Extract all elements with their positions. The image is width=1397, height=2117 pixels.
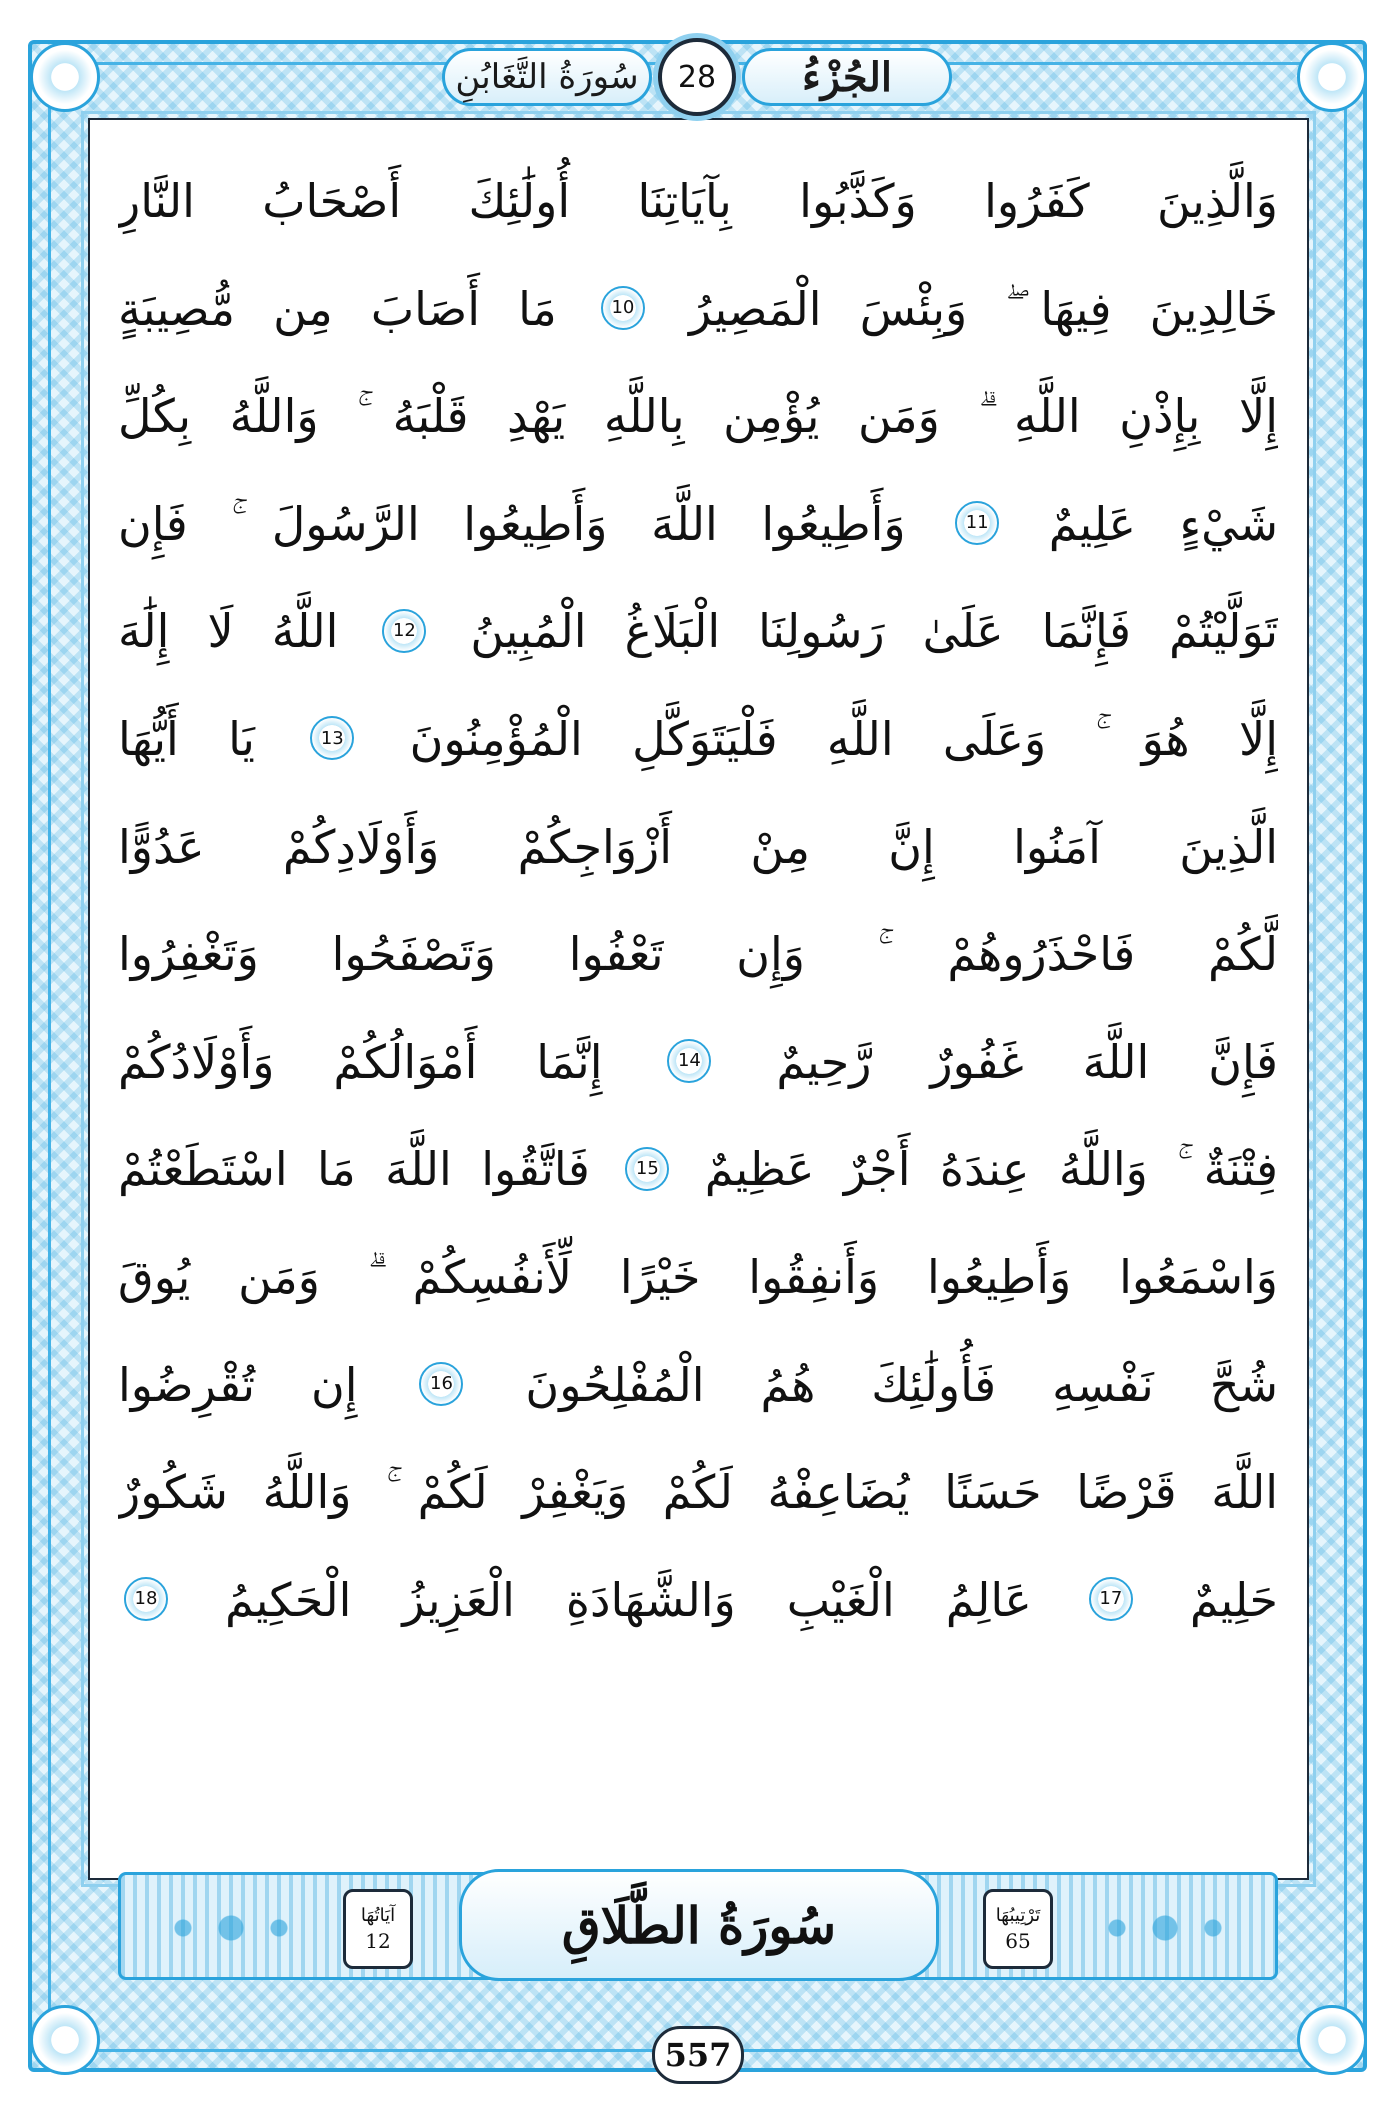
next-surah-title: سُورَةُ الطَّلَاقِ — [459, 1869, 939, 1981]
verse-text: يَا أَيُّهَا — [118, 711, 255, 766]
juz-label: الجُزْءُ — [742, 48, 952, 106]
verse-text: اللَّهُ لَا إِلَٰهَ — [118, 604, 339, 659]
verse-line — [118, 578, 1278, 686]
corner-ornament-icon — [30, 42, 100, 112]
verse-line — [118, 686, 1278, 794]
ayah-number-marker: 18 — [124, 1577, 168, 1621]
ayah-number-marker: 17 — [1089, 1577, 1133, 1621]
verses-count-box — [343, 1889, 413, 1969]
juz-number-badge: 28 — [658, 38, 736, 116]
corner-ornament-icon — [30, 2005, 100, 2075]
verse-text: الَّذِينَ آمَنُوا إِنَّ مِنْ أَزْوَاجِكُمْ وَأَوْلَادِكُمْ عَدُوًّا — [118, 819, 1278, 874]
verse-text: وَالَّذِينَ كَفَرُوا وَكَذَّبُوا بِآيَاتِنَا أُولَٰئِكَ أَصْحَابُ النَّارِ — [118, 174, 1278, 228]
verses-count-value: 12 — [365, 1929, 391, 1953]
banner-ornament-icon — [151, 1893, 311, 1963]
page-number: 557 — [652, 2026, 744, 2084]
verse-text: عَالِمُ الْغَيْبِ وَالشَّهَادَةِ الْعَزِيزُ الْحَكِيمُ — [224, 1572, 1032, 1627]
verse-line — [118, 1332, 1278, 1440]
verse-text: فَإِنَّ اللَّهَ غَفُورٌ رَّحِيمٌ — [776, 1034, 1278, 1089]
verses-count-label: آيَاتُهَا — [360, 1905, 396, 1926]
verse-text: حَلِيمٌ — [1189, 1572, 1278, 1627]
surah-order-box — [983, 1889, 1053, 1969]
ayah-number-marker: 16 — [419, 1362, 463, 1406]
verse-line — [118, 1224, 1278, 1332]
verse-text: مَا أَصَابَ مِن مُّصِيبَةٍ — [118, 281, 557, 336]
verse-text: إِن تُقْرِضُوا — [118, 1357, 358, 1412]
banner-ornament-icon — [1085, 1893, 1245, 1963]
page-header — [442, 36, 952, 120]
corner-ornament-icon — [1297, 2005, 1367, 2075]
verse-line — [118, 1547, 1278, 1655]
verse-line — [118, 363, 1278, 471]
verse-line — [118, 1439, 1278, 1547]
verse-line — [118, 901, 1278, 1009]
surah-order-value: 65 — [1005, 1929, 1031, 1953]
verse-line — [118, 794, 1278, 902]
ayah-number-marker: 13 — [310, 716, 354, 760]
surah-name-header: سُورَةُ التَّغَابُنِ — [442, 48, 652, 106]
verse-text: اللَّهَ قَرْضًا حَسَنًا يُضَاعِفْهُ لَكُمْ وَيَغْفِرْ لَكُمْ ۚ وَاللَّهُ شَكُورٌ — [118, 1465, 1278, 1520]
verse-text: خَالِدِينَ فِيهَا ۖ وَبِئْسَ الْمَصِيرُ — [689, 281, 1278, 336]
verse-text: فَاتَّقُوا اللَّهَ مَا اسْتَطَعْتُمْ — [118, 1142, 590, 1197]
verse-line — [118, 148, 1278, 256]
verse-text: إِلَّا بِإِذْنِ اللَّهِ ۗ وَمَن يُؤْمِن بِاللَّهِ يَهْدِ قَلْبَهُ ۚ وَاللَّهُ بِكُلِّ — [118, 389, 1278, 444]
ayah-number-marker: 12 — [382, 609, 426, 653]
verse-text: شَيْءٍ عَلِيمٌ — [1048, 496, 1278, 551]
verses-block — [118, 148, 1278, 1848]
verse-text: لَّكُمْ فَاحْذَرُوهُمْ ۚ وَإِن تَعْفُوا وَتَصْفَحُوا وَتَغْفِرُوا — [118, 927, 1278, 982]
surah-order-label: تَرْتِيبُهَا — [995, 1905, 1041, 1926]
verse-text: وَأَطِيعُوا اللَّهَ وَأَطِيعُوا الرَّسُولَ ۚ فَإِن — [118, 496, 906, 551]
corner-ornament-icon — [1297, 42, 1367, 112]
verse-text: شُحَّ نَفْسِهِ فَأُولَٰئِكَ هُمُ الْمُفْلِحُونَ — [525, 1357, 1278, 1412]
ayah-number-marker: 14 — [667, 1039, 711, 1083]
next-surah-banner — [118, 1872, 1278, 1980]
verse-text: تَوَلَّيْتُمْ فَإِنَّمَا عَلَىٰ رَسُولِنَا الْبَلَاغُ الْمُبِينُ — [470, 604, 1278, 659]
verse-text: فِتْنَةٌ ۚ وَاللَّهُ عِندَهُ أَجْرٌ عَظِيمٌ — [704, 1142, 1278, 1197]
verse-text: إِلَّا هُوَ ۚ وَعَلَى اللَّهِ فَلْيَتَوَكَّلِ الْمُؤْمِنُونَ — [409, 711, 1278, 766]
verse-line — [118, 1009, 1278, 1117]
verse-line — [118, 1116, 1278, 1224]
verse-line — [118, 471, 1278, 579]
ayah-number-marker: 10 — [601, 286, 645, 330]
ayah-number-marker: 11 — [955, 501, 999, 545]
verse-text: وَاسْمَعُوا وَأَطِيعُوا وَأَنفِقُوا خَيْرًا لِّأَنفُسِكُمْ ۗ وَمَن يُوقَ — [118, 1249, 1278, 1304]
verse-line — [118, 256, 1278, 364]
verse-text: إِنَّمَا أَمْوَالُكُمْ وَأَوْلَادُكُمْ — [118, 1034, 603, 1089]
ayah-number-marker: 15 — [625, 1147, 669, 1191]
